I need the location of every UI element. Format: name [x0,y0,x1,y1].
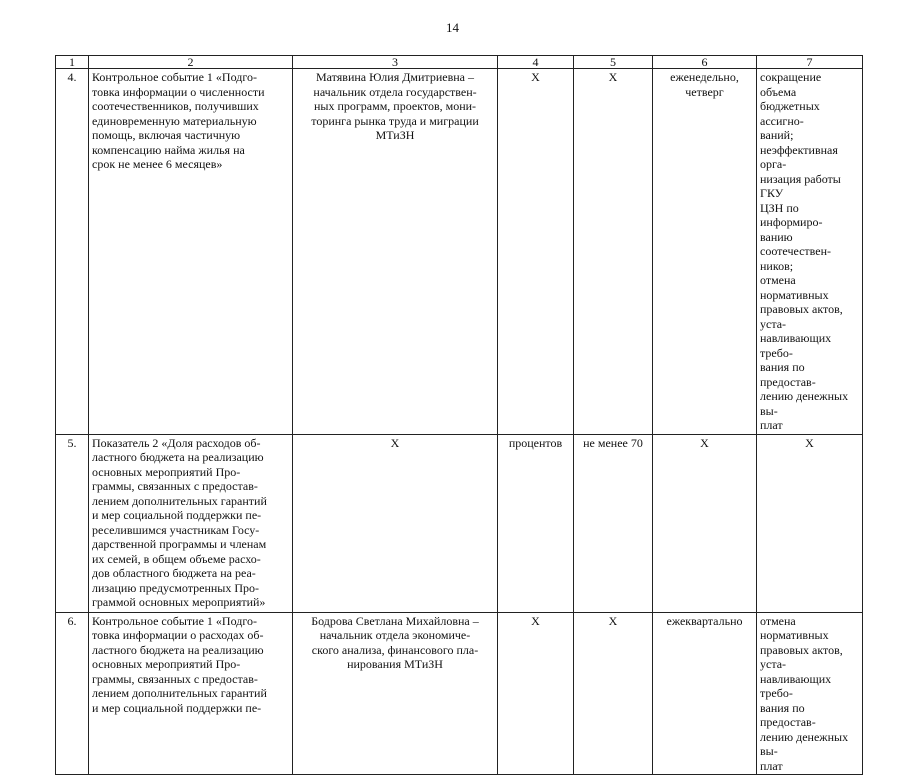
row-number: 4. [56,69,89,435]
header-col-1: 1 [56,56,89,69]
event-description: Контрольное событие 1 «Подго- товка информации о численности соотечественников, получивших единовременную материальную помощь, включая частичную компенсацию найма жилья на срок не менее 6 месяцев» [89,69,293,435]
unit-cell: Х [498,69,574,435]
risks-cell: Х [757,434,863,612]
event-description: Контрольное событие 1 «Подго- товка информации о расходах об- ластного бюджета на реализацию основных мероприятий Про- граммы, связанных с предостав- лением дополнительных гарантий и мер социальной поддержки пе- [89,612,293,775]
header-col-6: 6 [653,56,757,69]
frequency-cell: ежеквартально [653,612,757,775]
row-number: 5. [56,434,89,612]
target-value-cell: Х [574,69,653,435]
risks-cell: сокращение объема бюджетных ассигно- ваний; неэффективная орга- низация работы ГКУ ЦЗН по информиро- ванию соотечествен- ников; отмена нормативных правовых актов, уста- навливающих требо- вания по предостав- лению денежных вы- плат [757,69,863,435]
frequency-cell: еженедельно, четверг [653,69,757,435]
responsible-person: Х [293,434,498,612]
unit-cell: Х [498,612,574,775]
responsible-person: Матявина Юлия Дмитриевна – начальник отдела государствен- ных программ, проектов, мони- торинга рынка труда и миграции МТиЗН [293,69,498,435]
table-row [56,69,863,435]
risks-cell: отмена нормативных правовых актов, уста- навливающих требо- вания по предостав- лению денежных вы- плат [757,612,863,775]
header-col-2: 2 [89,56,293,69]
header-row [56,56,863,69]
table-row [56,612,863,775]
header-col-3: 3 [293,56,498,69]
header-col-7: 7 [757,56,863,69]
unit-cell: процентов [498,434,574,612]
page-number: 14 [446,20,459,35]
header-col-5: 5 [574,56,653,69]
responsible-person: Бодрова Светлана Михайловна – начальник отдела экономиче- ского анализа, финансового пла- нирования МТиЗН [293,612,498,775]
target-value-cell: Х [574,612,653,775]
row-number: 6. [56,612,89,775]
table-row [56,434,863,612]
target-value-cell: не менее 70 [574,434,653,612]
table-header [56,56,863,69]
indicator-description: Показатель 2 «Доля расходов об- ластного бюджета на реализацию основных мероприятий Про- граммы, связанных с предостав- лением дополнительных гарантий и мер социальной поддержки пе- реселившимся участникам Госу- дарственной программы и членам их семей, в общем объеме расхо- дов областного бюджета на реа- лизацию предусмотренных Про- граммой основных мероприятий» [89,434,293,612]
header-col-4: 4 [498,56,574,69]
frequency-cell: Х [653,434,757,612]
measures-table [55,55,863,775]
